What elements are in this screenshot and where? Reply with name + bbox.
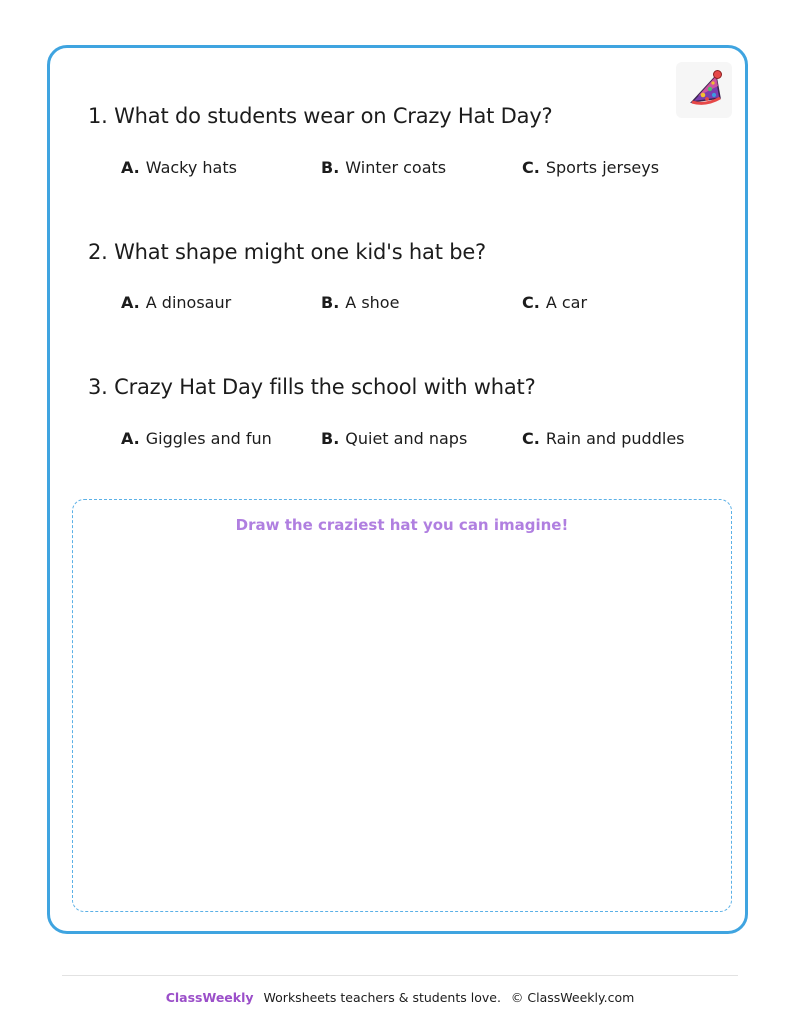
q3-option-c[interactable] — [522, 429, 685, 448]
option-letter: B. — [321, 158, 340, 177]
option-letter: A. — [121, 293, 140, 312]
option-text: A dinosaur — [145, 293, 232, 312]
q3-option-a[interactable] — [121, 429, 272, 448]
option-letter: C. — [522, 429, 540, 448]
footer — [0, 990, 800, 1005]
option-text: Rain and puddles — [545, 429, 685, 448]
q1-option-b[interactable] — [321, 158, 446, 177]
footer-tagline: Worksheets teachers & students love. — [263, 990, 501, 1005]
question-1: 1. What do students wear on Crazy Hat Day? — [88, 104, 553, 128]
drawing-prompt: Draw the craziest hat you can imagine! — [235, 516, 569, 534]
footer-divider — [62, 975, 738, 976]
question-2: 2. What shape might one kid's hat be? — [88, 240, 486, 264]
option-text: Giggles and fun — [145, 429, 272, 448]
option-letter: C. — [522, 158, 540, 177]
q1-option-a[interactable] — [121, 158, 237, 177]
q2-option-b[interactable] — [321, 293, 399, 312]
q3-option-b[interactable] — [321, 429, 467, 448]
footer-brand: ClassWeekly — [165, 990, 254, 1005]
option-letter: B. — [321, 293, 340, 312]
option-text: Winter coats — [345, 158, 447, 177]
option-text: Quiet and naps — [345, 429, 468, 448]
party-hat-icon — [676, 62, 732, 118]
q1-option-c[interactable] — [522, 158, 659, 177]
option-text: A car — [545, 293, 588, 312]
option-letter: A. — [121, 158, 140, 177]
option-text: Wacky hats — [145, 158, 237, 177]
q2-option-c[interactable] — [522, 293, 587, 312]
option-text: Sports jerseys — [545, 158, 660, 177]
drawing-area[interactable] — [72, 499, 732, 912]
question-3: 3. Crazy Hat Day fills the school with what? — [88, 375, 536, 399]
option-letter: A. — [121, 429, 140, 448]
option-letter: B. — [321, 429, 340, 448]
option-text: A shoe — [345, 293, 400, 312]
footer-copyright: © ClassWeekly.com — [510, 990, 635, 1005]
option-letter: C. — [522, 293, 540, 312]
q2-option-a[interactable] — [121, 293, 231, 312]
